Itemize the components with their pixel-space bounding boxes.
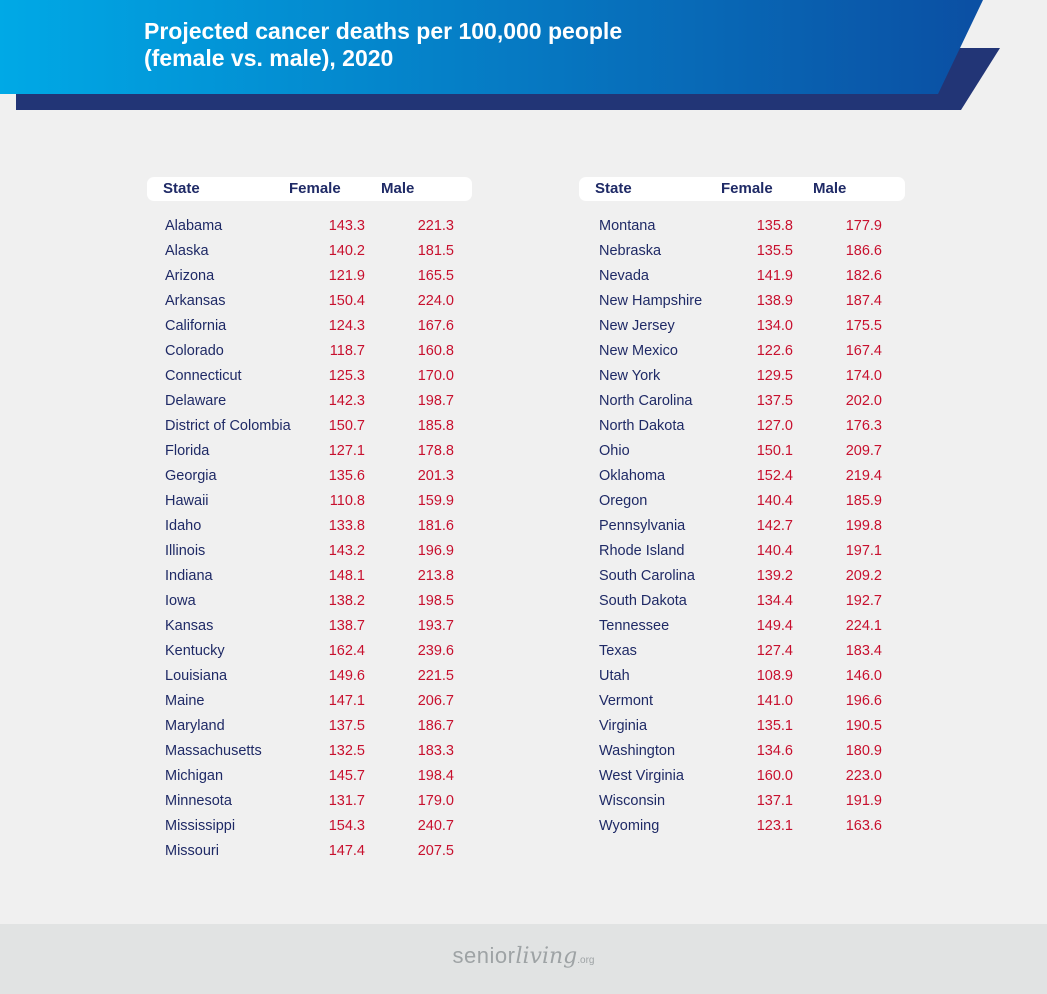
cell-female: 132.5 — [328, 743, 365, 759]
cell-state: Idaho — [165, 518, 202, 534]
cell-male: 191.9 — [845, 793, 882, 809]
cell-state: Colorado — [165, 343, 224, 359]
cell-female: 143.3 — [328, 218, 365, 234]
cell-female: 135.1 — [756, 718, 793, 734]
cell-state: Pennsylvania — [599, 518, 686, 534]
logo-text-org: .org — [577, 955, 595, 966]
table-row — [579, 339, 905, 364]
cell-male: 176.3 — [845, 418, 882, 434]
cell-state: New Jersey — [599, 318, 675, 334]
table-row — [147, 689, 472, 714]
table-row — [579, 289, 905, 314]
cell-female: 138.7 — [328, 618, 365, 634]
cell-female: 134.0 — [756, 318, 793, 334]
cell-female: 110.8 — [329, 493, 365, 509]
table-row — [579, 489, 905, 514]
cell-female: 118.7 — [329, 343, 365, 359]
cell-state: New York — [599, 368, 661, 384]
table-row — [147, 389, 472, 414]
table-row — [579, 239, 905, 264]
cell-state: Hawaii — [165, 493, 209, 509]
cell-state: Nebraska — [599, 243, 662, 259]
cell-female: 140.2 — [328, 243, 365, 259]
cell-female: 137.5 — [756, 393, 793, 409]
cell-female: 131.7 — [328, 793, 365, 809]
cell-male: 192.7 — [845, 593, 882, 609]
table-row — [579, 739, 905, 764]
cell-male: 198.4 — [417, 768, 454, 784]
cell-female: 149.4 — [756, 618, 793, 634]
cell-female: 127.4 — [756, 643, 793, 659]
cell-state: West Virginia — [599, 768, 684, 784]
cell-state: Connecticut — [165, 368, 242, 384]
cell-male: 187.4 — [845, 293, 882, 309]
cell-female: 122.6 — [756, 343, 793, 359]
column-header-female: Female — [721, 180, 773, 197]
cell-male: 159.9 — [417, 493, 454, 509]
cell-state: Mississippi — [165, 818, 236, 834]
cell-male: 167.4 — [845, 343, 882, 359]
cell-male: 175.5 — [845, 318, 882, 334]
cell-male: 193.7 — [417, 618, 454, 634]
cell-state: Michigan — [165, 768, 224, 784]
cell-male: 179.0 — [417, 793, 454, 809]
cell-female: 149.6 — [328, 668, 365, 684]
cell-state: Indiana — [165, 568, 213, 584]
table-header-left — [147, 177, 472, 201]
cell-state: North Dakota — [599, 418, 685, 434]
table-row — [147, 489, 472, 514]
cell-female: 154.3 — [328, 818, 365, 834]
cell-female: 135.5 — [756, 243, 793, 259]
table-row — [147, 239, 472, 264]
cell-female: 123.1 — [756, 818, 793, 834]
cell-female: 127.1 — [328, 443, 365, 459]
seniorliving-logo — [0, 936, 1047, 981]
cell-male: 170.0 — [417, 368, 454, 384]
cell-female: 121.9 — [328, 268, 365, 284]
cell-male: 167.6 — [417, 318, 454, 334]
table-row — [579, 364, 905, 389]
cell-state: Vermont — [599, 693, 653, 709]
cell-female: 134.4 — [756, 593, 793, 609]
cell-state: Illinois — [165, 543, 206, 559]
cell-female: 143.2 — [328, 543, 365, 559]
cell-female: 133.8 — [328, 518, 365, 534]
cell-male: 224.1 — [845, 618, 882, 634]
cell-male: 197.1 — [845, 543, 882, 559]
table-row — [147, 789, 472, 814]
cell-male: 223.0 — [845, 768, 882, 784]
cell-state: Oklahoma — [599, 468, 666, 484]
cell-female: 138.9 — [756, 293, 793, 309]
cell-female: 125.3 — [328, 368, 365, 384]
table-row — [579, 639, 905, 664]
cell-state: Washington — [599, 743, 676, 759]
table-row — [147, 764, 472, 789]
cell-female: 137.5 — [328, 718, 365, 734]
table-row — [147, 539, 472, 564]
table-row — [147, 339, 472, 364]
cell-female: 127.0 — [756, 418, 793, 434]
logo-text-living: living — [515, 944, 578, 969]
cell-state: Alabama — [165, 218, 223, 234]
cell-male: 224.0 — [417, 293, 454, 309]
column-header-state: State — [163, 180, 200, 197]
cell-state: South Carolina — [599, 568, 695, 584]
cell-state: Montana — [599, 218, 656, 234]
table-row — [147, 364, 472, 389]
cell-female: 148.1 — [328, 568, 365, 584]
cell-state: Nevada — [599, 268, 649, 284]
table-row — [147, 739, 472, 764]
cell-state: Iowa — [165, 593, 196, 609]
cell-state: Virginia — [599, 718, 648, 734]
cell-male: 165.5 — [417, 268, 454, 284]
cell-female: 129.5 — [756, 368, 793, 384]
cell-male: 177.9 — [845, 218, 882, 234]
table-row — [147, 714, 472, 739]
cell-state: Arizona — [165, 268, 215, 284]
cell-female: 141.9 — [756, 268, 793, 284]
table-row — [579, 264, 905, 289]
cell-male: 185.8 — [417, 418, 454, 434]
cell-state: Kansas — [165, 618, 214, 634]
cell-state: Oregon — [599, 493, 648, 509]
table-row — [147, 464, 472, 489]
column-header-female: Female — [289, 180, 341, 197]
cell-male: 163.6 — [845, 818, 882, 834]
cell-female: 150.4 — [328, 293, 365, 309]
cell-male: 219.4 — [845, 468, 882, 484]
cell-state: Louisiana — [165, 668, 228, 684]
cell-male: 178.8 — [417, 443, 454, 459]
cell-female: 140.4 — [756, 543, 793, 559]
table-row — [147, 839, 472, 864]
cell-female: 152.4 — [756, 468, 793, 484]
cell-state: Wyoming — [599, 818, 660, 834]
cell-female: 134.6 — [756, 743, 793, 759]
cell-state: Minnesota — [165, 793, 232, 809]
cell-state: New Hampshire — [599, 293, 703, 309]
cell-male: 190.5 — [845, 718, 882, 734]
cell-female: 142.7 — [756, 518, 793, 534]
table-row — [147, 214, 472, 239]
cell-male: 160.8 — [417, 343, 454, 359]
cell-male: 202.0 — [845, 393, 882, 409]
table-row — [579, 414, 905, 439]
cell-male: 239.6 — [417, 643, 454, 659]
table-row — [147, 639, 472, 664]
table-row — [147, 564, 472, 589]
cell-state: Rhode Island — [599, 543, 685, 559]
cell-state: Maine — [165, 693, 205, 709]
table-row — [579, 314, 905, 339]
title-line-1: Projected cancer deaths per 100,000 people — [144, 18, 623, 44]
table-row — [579, 514, 905, 539]
table-row — [579, 764, 905, 789]
cell-state: Massachusetts — [165, 743, 262, 759]
table-row — [147, 439, 472, 464]
cell-state: Arkansas — [165, 293, 226, 309]
cell-male: 146.0 — [845, 668, 882, 684]
table-row — [579, 614, 905, 639]
table-row — [579, 464, 905, 489]
cell-male: 174.0 — [845, 368, 882, 384]
cell-male: 201.3 — [417, 468, 454, 484]
cell-state: California — [165, 318, 227, 334]
table-row — [147, 264, 472, 289]
cell-female: 139.2 — [756, 568, 793, 584]
logo-text-senior: senior — [452, 943, 516, 968]
cell-state: District of Colombia — [165, 418, 291, 434]
cell-male: 221.5 — [417, 668, 454, 684]
cell-male: 182.6 — [845, 268, 882, 284]
column-header-male: Male — [381, 180, 415, 197]
cell-male: 196.9 — [417, 543, 454, 559]
cell-male: 198.7 — [417, 393, 454, 409]
table-row — [579, 814, 905, 839]
table-row — [147, 414, 472, 439]
cell-female: 140.4 — [756, 493, 793, 509]
cell-female: 160.0 — [756, 768, 793, 784]
cell-female: 145.7 — [328, 768, 365, 784]
table-row — [579, 589, 905, 614]
cell-female: 108.9 — [756, 668, 793, 684]
table-row — [579, 539, 905, 564]
cell-state: South Dakota — [599, 593, 687, 609]
cell-state: Delaware — [165, 393, 227, 409]
cell-female: 135.8 — [756, 218, 793, 234]
cell-male: 186.7 — [417, 718, 454, 734]
cell-male: 209.2 — [845, 568, 882, 584]
table-row — [579, 214, 905, 239]
cell-male: 213.8 — [417, 568, 454, 584]
table-row — [579, 689, 905, 714]
table-row — [579, 564, 905, 589]
table-row — [579, 664, 905, 689]
cell-female: 147.1 — [328, 693, 365, 709]
cell-male: 183.3 — [417, 743, 454, 759]
cell-male: 183.4 — [845, 643, 882, 659]
cell-state: Wisconsin — [599, 793, 666, 809]
cell-male: 180.9 — [845, 743, 882, 759]
column-header-male: Male — [813, 180, 847, 197]
column-header-state: State — [595, 180, 632, 197]
cell-male: 209.7 — [845, 443, 882, 459]
cell-state: Ohio — [599, 443, 630, 459]
title-line-2: (female vs. male), 2020 — [144, 45, 394, 71]
table-row — [579, 789, 905, 814]
cell-male: 207.5 — [417, 843, 454, 859]
cell-male: 181.5 — [417, 243, 454, 259]
cell-state: New Mexico — [599, 343, 678, 359]
table-row — [147, 664, 472, 689]
cell-state: Texas — [599, 643, 637, 659]
cell-female: 138.2 — [328, 593, 365, 609]
cell-female: 150.1 — [756, 443, 793, 459]
cell-state: Georgia — [165, 468, 217, 484]
cell-state: Florida — [165, 443, 210, 459]
cell-state: Alaska — [165, 243, 209, 259]
cell-state: North Carolina — [599, 393, 693, 409]
cell-state: Missouri — [165, 843, 219, 859]
table-row — [147, 514, 472, 539]
cell-state: Maryland — [165, 718, 225, 734]
table-row — [579, 439, 905, 464]
cell-female: 124.3 — [328, 318, 365, 334]
table-row — [147, 314, 472, 339]
cell-male: 186.6 — [845, 243, 882, 259]
cell-female: 142.3 — [328, 393, 365, 409]
cell-female: 135.6 — [328, 468, 365, 484]
cell-male: 240.7 — [417, 818, 454, 834]
cell-male: 199.8 — [845, 518, 882, 534]
table-row — [147, 589, 472, 614]
cell-male: 181.6 — [417, 518, 454, 534]
cell-female: 141.0 — [756, 693, 793, 709]
table-row — [147, 289, 472, 314]
table-row — [579, 389, 905, 414]
cell-female: 137.1 — [756, 793, 793, 809]
cell-female: 147.4 — [328, 843, 365, 859]
table-row — [147, 814, 472, 839]
table-row — [147, 614, 472, 639]
table-row — [579, 714, 905, 739]
cell-male: 198.5 — [417, 593, 454, 609]
cell-female: 162.4 — [328, 643, 365, 659]
cell-state: Tennessee — [599, 618, 670, 634]
cell-male: 206.7 — [417, 693, 454, 709]
page-title — [144, 18, 844, 72]
cell-male: 185.9 — [845, 493, 882, 509]
table-header-right — [579, 177, 905, 201]
cell-state: Utah — [599, 668, 630, 684]
cell-male: 196.6 — [845, 693, 882, 709]
cell-state: Kentucky — [165, 643, 225, 659]
cell-male: 221.3 — [417, 218, 454, 234]
cell-female: 150.7 — [328, 418, 365, 434]
